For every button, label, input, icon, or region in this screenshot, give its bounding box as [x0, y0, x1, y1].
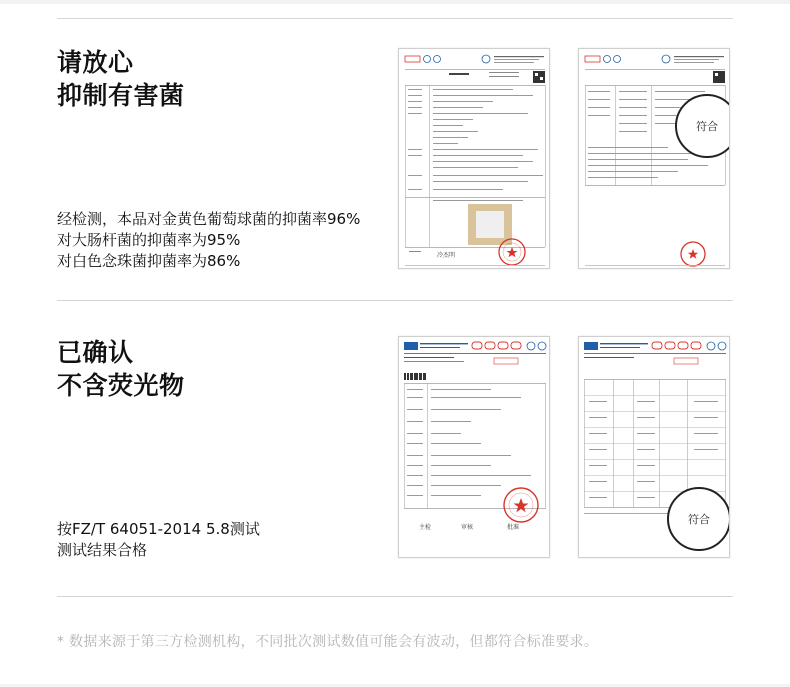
- fluorescence-report-page-1: [398, 336, 550, 558]
- section2-desc-line1: 按FZ/T 64051-2014 5.8测试: [57, 520, 260, 538]
- svg-text:主检: 主检: [419, 524, 432, 531]
- section1-title-line1: 请放心: [57, 48, 134, 77]
- section1-desc-line2: 对大肠杆菌的抑菌率为95%: [57, 231, 241, 249]
- ttc-logo: [404, 342, 468, 350]
- conforms-label: 符合: [696, 120, 718, 133]
- svg-text:审核: 审核: [461, 524, 474, 531]
- antibacterial-report-page-1: [398, 48, 550, 269]
- red-seal-icon: [499, 239, 525, 265]
- top-strip: [0, 0, 790, 4]
- svg-text:冷杰明: 冷杰明: [437, 252, 456, 259]
- red-seal-icon: [504, 488, 538, 522]
- conforms-magnifier-stamp: [667, 487, 730, 551]
- cma-logo: [405, 56, 441, 63]
- divider-top: [57, 18, 733, 19]
- conforms-label: 符合: [688, 513, 710, 526]
- section2-desc-line2: 测试结果合格: [57, 541, 148, 559]
- section1-desc-line1: 经检测，本品对金黄色葡萄球菌的抑菌率96%: [57, 210, 361, 228]
- conforms-magnifier-stamp: [675, 94, 730, 158]
- section1-title-line2: 抑制有害菌: [57, 81, 185, 110]
- antibacterial-report-page-2: [578, 48, 730, 269]
- divider-middle: [57, 300, 733, 301]
- footnote-disclaimer: * 数据来源于第三方检测机构，不同批次测试数值可能会有波动，但都符合标准要求。: [57, 634, 599, 650]
- divider-bottom: [57, 596, 733, 597]
- red-seal-icon: [681, 242, 705, 266]
- fluorescence-report-page-2: [578, 336, 730, 558]
- section2-title-line1: 已确认: [57, 338, 134, 367]
- section1-desc-line3: 对白色念珠菌抑菌率为86%: [57, 252, 241, 270]
- svg-text:批准: 批准: [507, 524, 520, 531]
- section2-title-line2: 不含荧光物: [57, 371, 185, 400]
- fabric-sample-photo: [468, 204, 512, 245]
